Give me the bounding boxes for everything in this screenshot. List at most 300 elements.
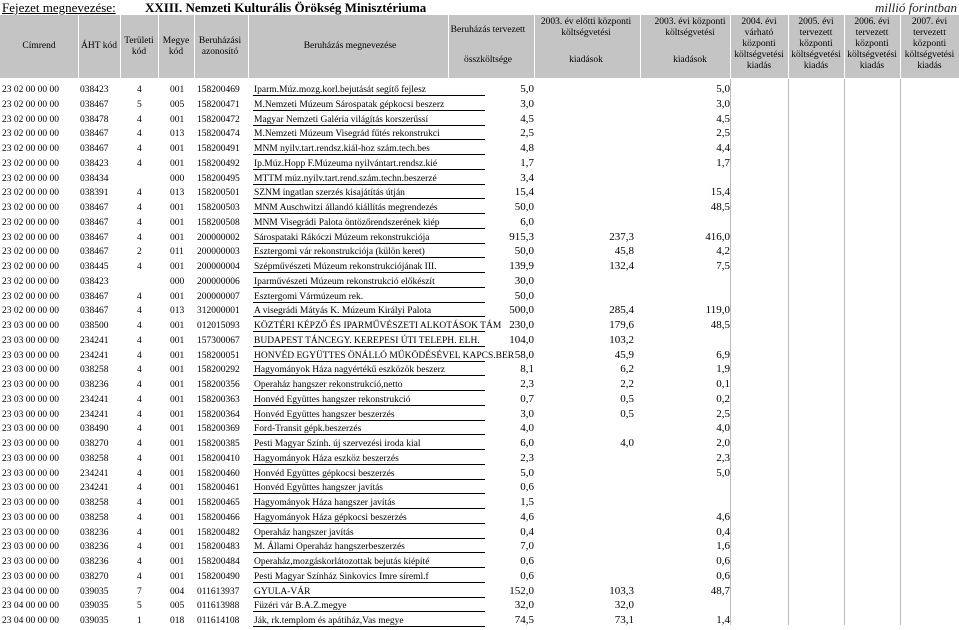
cell-osszkoltseg: 0,4: [520, 525, 534, 538]
cell-aht-kod: 038423: [80, 276, 109, 287]
cell-evi-2003: 2,3: [716, 451, 730, 464]
cell-cimrend: 23 02 00 00 00: [2, 158, 59, 169]
cell-teruleti-kod: 5: [137, 601, 142, 612]
cell-teruleti-kod: 4: [137, 158, 142, 169]
cell-elotti-2003: 45,8: [614, 245, 634, 258]
cell-beruhazas-megnevezese: Ford-Transit gépk.beszerzés: [254, 424, 362, 435]
cell-beruhazas-megnevezese: MTTM múz.nyilv.tart.rend.szám.techn.beszerzé: [254, 173, 437, 184]
cell-osszkoltseg: 0,6: [520, 569, 534, 582]
cell-aht-kod: 038236: [80, 380, 109, 390]
cell-beruhazas-megnevezese: Hagyományok Háza hangszer javítás: [254, 498, 396, 508]
cell-beruhazasi-azonosito: 158200051: [197, 350, 240, 361]
cell-aht-kod: 038467: [80, 247, 109, 258]
cell-osszkoltseg: 74,5: [514, 614, 534, 626]
cell-osszkoltseg: 8,1: [520, 363, 534, 376]
cell-megye-kod: 001: [170, 542, 185, 553]
cell-teruleti-kod: 4: [137, 483, 142, 494]
cell-cimrend: 23 02 00 00 00: [2, 144, 59, 154]
cell-beruhazas-megnevezese: SZNM ingatlan szerzés kisajátítás útján: [254, 188, 405, 199]
cell-megye-kod: 000: [170, 173, 185, 184]
cell-cimrend: 23 02 00 00 00: [2, 85, 59, 95]
cell-teruleti-kod: 4: [137, 144, 142, 154]
cell-beruhazas-megnevezese: Honvéd Együttes hangszer beszerzés: [254, 409, 395, 420]
cell-megye-kod: 001: [170, 158, 185, 169]
cell-elotti-2003: 285,4: [609, 304, 634, 317]
cell-beruhazasi-azonosito: 012015093: [197, 321, 240, 331]
table-header: [0, 15, 959, 78]
cell-evi-2003: 0,2: [716, 392, 730, 405]
cell-beruhazas-megnevezese: BUDAPEST TÁNCEGY. KEREPESI ÚTI TELEPH. ELH.: [254, 335, 480, 346]
cell-teruleti-kod: 4: [137, 512, 142, 523]
cell-beruhazasi-azonosito: 158200410: [197, 453, 240, 464]
cell-elotti-2003: 132,4: [609, 260, 634, 272]
cell-aht-kod: 039035: [80, 616, 109, 626]
cell-beruhazas-megnevezese: Operaház hangszer rekonstrukció,netto: [254, 380, 403, 390]
cell-osszkoltseg: 6,0: [520, 215, 534, 228]
cell-evi-2003: 3,0: [716, 97, 730, 110]
cell-megye-kod: 001: [170, 409, 185, 420]
cell-elotti-2003: 0,5: [620, 407, 634, 420]
cell-aht-kod: 234241: [80, 483, 109, 494]
cell-megye-kod: 013: [170, 188, 185, 199]
cell-beruhazasi-azonosito: 011613988: [197, 601, 240, 612]
cell-aht-kod: 234241: [80, 468, 109, 479]
cell-cimrend: 23 02 00 00 00: [2, 173, 59, 184]
cell-beruhazas-megnevezese: Iparművészeti Múzeum rekonstrukció előkészít: [254, 276, 435, 287]
cell-aht-kod: 234241: [80, 350, 109, 361]
cell-beruhazas-megnevezese: Honvéd Együttes hangszer javítás: [254, 483, 384, 494]
cell-evi-2003: 5,0: [716, 466, 730, 479]
cell-teruleti-kod: 4: [137, 291, 142, 302]
cell-aht-kod: 038490: [80, 424, 109, 435]
cell-elotti-2003: 2,2: [620, 378, 634, 390]
cell-aht-kod: 038467: [80, 203, 109, 213]
cell-osszkoltseg: 3,4: [520, 171, 534, 184]
cell-beruhazasi-azonosito: 158200508: [197, 217, 240, 228]
cell-osszkoltseg: 3,0: [520, 407, 534, 420]
cell-osszkoltseg: 4,0: [520, 422, 534, 435]
cell-megye-kod: 001: [170, 144, 185, 154]
cell-aht-kod: 234241: [80, 409, 109, 420]
cell-teruleti-kod: 4: [137, 424, 142, 435]
cell-megye-kod: 001: [170, 291, 185, 302]
cell-elotti-2003: 0,5: [620, 392, 634, 405]
cell-beruhazas-megnevezese: A visegrádi Mátyás K. Múzeum Királyi Palota: [254, 306, 432, 317]
cell-evi-2003: 2,0: [716, 437, 730, 449]
cell-teruleti-kod: 4: [137, 203, 142, 213]
cell-evi-2003: 2,5: [716, 127, 730, 140]
cell-megye-kod: 001: [170, 365, 185, 376]
cell-megye-kod: 001: [170, 335, 185, 346]
cell-teruleti-kod: 4: [137, 394, 142, 405]
grid-line: [788, 79, 789, 625]
cell-cimrend: 23 03 00 00 00: [2, 571, 59, 582]
cell-aht-kod: 038236: [80, 542, 109, 553]
cell-cimrend: 23 03 00 00 00: [2, 335, 59, 346]
cell-beruhazasi-azonosito: 158200461: [197, 483, 240, 494]
cell-beruhazasi-azonosito: 158200466: [197, 512, 240, 523]
cell-cimrend: 23 02 00 00 00: [2, 291, 59, 302]
cell-aht-kod: 038467: [80, 217, 109, 228]
cell-osszkoltseg: 0,6: [520, 481, 534, 494]
cell-teruleti-kod: 4: [137, 321, 142, 331]
cell-osszkoltseg: 2,5: [520, 127, 534, 140]
header-kiadasok-1: kiadások: [569, 55, 603, 65]
cell-elotti-2003: 179,6: [609, 319, 634, 331]
cell-beruhazasi-azonosito: 158200385: [197, 439, 240, 449]
cell-beruhazas-megnevezese: Pesti Magyar Szính. új szervezési iroda kial: [254, 439, 421, 449]
cell-teruleti-kod: 4: [137, 557, 142, 567]
cell-beruhazasi-azonosito: 158200491: [197, 144, 240, 154]
cell-osszkoltseg: 152,0: [509, 584, 534, 597]
cell-megye-kod: 001: [170, 483, 185, 494]
cell-evi-2003: 48,5: [710, 201, 730, 213]
cell-beruhazasi-azonosito: 158200495: [197, 173, 240, 184]
ministry-name: XXIII. Nemzeti Kulturális Örökség Minisztériuma: [145, 0, 427, 15]
cell-evi-2003: 1,4: [716, 614, 730, 626]
cell-evi-2003: 0,6: [716, 569, 730, 582]
cell-evi-2003: 416,0: [705, 230, 730, 243]
cell-elotti-2003: 103,2: [609, 333, 634, 346]
cell-beruhazas-megnevezese: Operaház,mozgáskorlátozottak bejutás kiépíté: [254, 557, 430, 567]
grid-line: [844, 79, 845, 625]
grid-line: [900, 79, 901, 625]
cell-cimrend: 23 03 00 00 00: [2, 321, 59, 331]
cell-beruhazas-megnevezese: Honvéd Együttes hangszer rekonstrukció: [254, 394, 411, 405]
header-megye-kod: Megye kód: [162, 36, 190, 57]
cell-cimrend: 23 04 00 00 00: [2, 616, 59, 626]
cell-teruleti-kod: 4: [137, 129, 142, 140]
cell-beruhazasi-azonosito: 011613937: [197, 586, 240, 597]
cell-aht-kod: 038467: [80, 144, 109, 154]
cell-megye-kod: 001: [170, 394, 185, 405]
cell-beruhazas-megnevezese: M.Nemzeti Múzeum Visegrád fűtés rekonstrukci: [254, 129, 440, 140]
header-teruleti-kod: Területi kód: [124, 36, 154, 57]
cell-osszkoltseg: 4,8: [520, 142, 534, 154]
header-beruhazasi-azonosito: Beruházási azonosító: [198, 36, 242, 57]
cell-evi-2003: 0,6: [716, 555, 730, 567]
cell-teruleti-kod: 1: [137, 616, 142, 626]
cell-osszkoltseg: 30,0: [514, 274, 534, 287]
cell-teruleti-kod: 4: [137, 468, 142, 479]
cell-beruhazasi-azonosito: 158200363: [197, 394, 240, 405]
cell-evi-2003: 7,5: [716, 260, 730, 272]
cell-teruleti-kod: 7: [137, 586, 142, 597]
table-row: [0, 610, 959, 627]
cell-megye-kod: 018: [170, 616, 185, 626]
cell-beruhazas-megnevezese: Iparm.Múz.mozg.korl.bejutását segítő fejlesz: [254, 85, 427, 95]
cell-cimrend: 23 03 00 00 00: [2, 453, 59, 464]
cell-teruleti-kod: 4: [137, 350, 142, 361]
cell-teruleti-kod: 4: [137, 365, 142, 376]
cell-beruhazasi-azonosito: 158200492: [197, 158, 240, 169]
cell-megye-kod: 001: [170, 498, 185, 508]
cell-aht-kod: 038467: [80, 306, 109, 317]
cell-beruhazas-megnevezese: M.Nemzeti Múzeum Sárospatak gépkocsi beszerz: [254, 99, 445, 110]
cell-aht-kod: 234241: [80, 394, 109, 405]
cell-osszkoltseg: 4,5: [520, 112, 534, 125]
cell-cimrend: 23 03 00 00 00: [2, 512, 59, 523]
cell-beruhazasi-azonosito: 200000004: [197, 262, 240, 272]
cell-osszkoltseg: 6,0: [520, 437, 534, 449]
cell-beruhazas-megnevezese: Hagyományok Háza eszköz beszerzés: [254, 453, 399, 464]
cell-teruleti-kod: 4: [137, 262, 142, 272]
cell-aht-kod: 038500: [80, 321, 109, 331]
cell-megye-kod: 001: [170, 453, 185, 464]
cell-teruleti-kod: 4: [137, 306, 142, 317]
cell-osszkoltseg: 230,0: [509, 319, 534, 331]
cell-evi-2003: 1,7: [716, 156, 730, 169]
cell-cimrend: 23 03 00 00 00: [2, 557, 59, 567]
cell-osszkoltseg: 4,6: [520, 510, 534, 523]
cell-beruhazas-megnevezese: Hagyományok Háza gépkocsi beszerzés: [254, 512, 407, 523]
cell-osszkoltseg: 500,0: [509, 304, 534, 317]
cell-evi-2003: 0,4: [716, 525, 730, 538]
cell-megye-kod: 001: [170, 424, 185, 435]
cell-beruhazas-megnevezese: HONVÉD EGYÜTTES ÖNÁLLÓ MŰKÖDÉSÉVEL KAPCS.BER: [254, 350, 515, 361]
cell-osszkoltseg: 915,3: [509, 230, 534, 243]
cell-aht-kod: 038423: [80, 158, 109, 169]
cell-megye-kod: 001: [170, 468, 185, 479]
cell-cimrend: 23 03 00 00 00: [2, 542, 59, 553]
cell-megye-kod: 001: [170, 85, 185, 95]
cell-beruhazasi-azonosito: 158200364: [197, 409, 240, 420]
cell-beruhazas-megnevezese: Pesti Magyar Színház Sinkovics Imre síreml.f: [254, 571, 429, 582]
cell-beruhazas-megnevezese: Ip.Múz.Hopp F.Múzeuma nyilvántart.rendsz.kié: [254, 158, 438, 169]
cell-teruleti-kod: 4: [137, 85, 142, 95]
cell-megye-kod: 005: [170, 601, 185, 612]
cell-beruhazasi-azonosito: 011614108: [197, 616, 240, 626]
cell-cimrend: 23 04 00 00 00: [2, 601, 59, 612]
cell-osszkoltseg: 5,0: [520, 83, 534, 95]
cell-megye-kod: 000: [170, 276, 185, 287]
cell-beruhazasi-azonosito: 158200369: [197, 424, 240, 435]
cell-teruleti-kod: 4: [137, 439, 142, 449]
cell-beruhazas-megnevezese: Esztergomi vár rekonstrukciója (külön keret): [254, 247, 425, 258]
cell-cimrend: 23 02 00 00 00: [2, 129, 59, 140]
cell-cimrend: 23 03 00 00 00: [2, 365, 59, 376]
header-evi-2004: 2004. évi várható központi költségvetési kiadás: [734, 17, 784, 71]
cell-teruleti-kod: 4: [137, 453, 142, 464]
cell-evi-2003: 48,5: [710, 319, 730, 331]
cell-cimrend: 23 02 00 00 00: [2, 188, 59, 199]
cell-cimrend: 23 02 00 00 00: [2, 217, 59, 228]
cell-osszkoltseg: 0,6: [520, 555, 534, 567]
cell-aht-kod: 038258: [80, 512, 109, 523]
cell-beruhazasi-azonosito: 158200490: [197, 571, 240, 582]
cell-cimrend: 23 03 00 00 00: [2, 483, 59, 494]
cell-megye-kod: 005: [170, 99, 185, 110]
cell-beruhazasi-azonosito: 157300067: [197, 335, 240, 346]
cell-osszkoltseg: 7,0: [520, 540, 534, 553]
cell-osszkoltseg: 32,0: [514, 599, 534, 612]
cell-evi-2003: 6,9: [716, 348, 730, 361]
cell-aht-kod: 038467: [80, 99, 109, 110]
cell-beruhazasi-azonosito: 158200483: [197, 542, 240, 553]
cell-megye-kod: 001: [170, 380, 185, 390]
cell-elotti-2003: 45,9: [614, 348, 634, 361]
cell-teruleti-kod: 4: [137, 380, 142, 390]
cell-beruhazas-megnevezese: MNM Visegrádi Palota öntözőrendszerének kiép: [254, 217, 440, 228]
cell-beruhazasi-azonosito: 312000001: [197, 306, 240, 317]
cell-osszkoltseg: 50,0: [514, 201, 534, 213]
cell-cimrend: 23 03 00 00 00: [2, 439, 59, 449]
chapter-label: Fejezet megnevezése:: [2, 0, 116, 15]
cell-teruleti-kod: 2: [137, 247, 142, 258]
header-aht-kod: ÁHT kód: [81, 41, 117, 51]
cell-beruhazasi-azonosito: 158200356: [197, 380, 240, 390]
cell-aht-kod: 038467: [80, 291, 109, 302]
cell-cimrend: 23 03 00 00 00: [2, 409, 59, 420]
cell-aht-kod: 038270: [80, 439, 109, 449]
cell-evi-2003: 15,4: [710, 186, 730, 199]
cell-beruhazas-megnevezese: Magyar Nemzeti Galéria világítás korszerűssí: [254, 114, 429, 125]
cell-aht-kod: 038258: [80, 498, 109, 508]
cell-beruhazas-megnevezese: KÖZTÉRI KÉPZŐ ÉS IPARMŰVÉSZETI ALKOTÁSOK TÁM: [254, 321, 502, 331]
cell-megye-kod: 001: [170, 512, 185, 523]
cell-cimrend: 23 02 00 00 00: [2, 232, 59, 243]
cell-osszkoltseg: 50,0: [514, 245, 534, 258]
cell-aht-kod: 038270: [80, 571, 109, 582]
cell-teruleti-kod: 5: [137, 99, 142, 110]
cell-evi-2003: 4,2: [716, 245, 730, 258]
cell-aht-kod: 039035: [80, 601, 109, 612]
cell-beruhazas-megnevezese: M. Állami Operaház hangszerbeszerzés: [254, 542, 405, 553]
cell-beruhazas-megnevezese: Ják, rk.templom és apátiház,Vas megye: [254, 616, 404, 626]
cell-beruhazasi-azonosito: 158200465: [197, 498, 240, 508]
cell-beruhazas-megnevezese: MNM Auschwitzi állandó kiállítás megrendezés: [254, 203, 438, 213]
cell-beruhazasi-azonosito: 158200482: [197, 527, 240, 538]
cell-beruhazas-megnevezese: MNM nyilv.tart.rendsz.kiál-hoz szám.tech.bes: [254, 144, 430, 154]
cell-megye-kod: 001: [170, 114, 185, 125]
cell-evi-2003: 4,4: [716, 142, 730, 154]
cell-beruhazasi-azonosito: 158200472: [197, 114, 240, 125]
cell-evi-2003: 1,9: [716, 363, 730, 376]
cell-beruhazasi-azonosito: 158200469: [197, 85, 240, 95]
cell-aht-kod: 039035: [80, 586, 109, 597]
cell-cimrend: 23 03 00 00 00: [2, 394, 59, 405]
header-kiadasok-2: kiadások: [673, 55, 707, 65]
cell-osszkoltseg: 139,9: [509, 260, 534, 272]
cell-megye-kod: 001: [170, 557, 185, 567]
cell-aht-kod: 038467: [80, 129, 109, 140]
cell-megye-kod: 004: [170, 586, 185, 597]
cell-teruleti-kod: 4: [137, 571, 142, 582]
cell-cimrend: 23 03 00 00 00: [2, 424, 59, 435]
cell-cimrend: 23 02 00 00 00: [2, 114, 59, 125]
cell-cimrend: 23 02 00 00 00: [2, 276, 59, 287]
cell-megye-kod: 001: [170, 571, 185, 582]
cell-cimrend: 23 02 00 00 00: [2, 262, 59, 272]
cell-beruhazasi-azonosito: 158200503: [197, 203, 240, 213]
cell-elotti-2003: 4,0: [620, 437, 634, 449]
cell-elotti-2003: 103,3: [609, 584, 634, 597]
cell-aht-kod: 038434: [80, 173, 109, 184]
cell-teruleti-kod: 4: [137, 232, 142, 243]
cell-beruhazasi-azonosito: 158200474: [197, 129, 240, 140]
cell-beruhazas-megnevezese: Esztergomi Vármúzeum rek.: [254, 291, 364, 302]
cell-beruhazasi-azonosito: 200000003: [197, 247, 240, 258]
cell-osszkoltseg: 3,0: [520, 97, 534, 110]
cell-osszkoltseg: 15,4: [514, 186, 534, 199]
cell-megye-kod: 001: [170, 527, 185, 538]
header-beruhazas-megnevezese: Beruházás megnevezése: [303, 41, 397, 51]
cell-osszkoltseg: 58,0: [514, 348, 534, 361]
currency-unit: millió forintban: [875, 0, 957, 15]
cell-evi-2003: 1,6: [716, 540, 730, 553]
cell-osszkoltseg: 1,5: [520, 496, 534, 508]
cell-megye-kod: 001: [170, 321, 185, 331]
cell-teruleti-kod: 4: [137, 217, 142, 228]
cell-aht-kod: 038391: [80, 188, 109, 199]
cell-elotti-2003: 237,3: [609, 230, 634, 243]
cell-osszkoltseg: 104,0: [509, 333, 534, 346]
header-evi-2003: 2003. évi központi költségvetési: [654, 17, 726, 38]
cell-beruhazasi-azonosito: 200000002: [197, 232, 240, 243]
cell-osszkoltseg: 50,0: [514, 289, 534, 302]
cell-osszkoltseg: 0,7: [520, 392, 534, 405]
cell-teruleti-kod: 4: [137, 114, 142, 125]
cell-cimrend: 23 03 00 00 00: [2, 380, 59, 390]
cell-evi-2003: 4,6: [716, 510, 730, 523]
cell-megye-kod: 001: [170, 203, 185, 213]
cell-beruhazas-megnevezese: Szépművészeti Múzeum rekonstrukciójának III.: [254, 262, 437, 272]
cell-beruhazasi-azonosito: 158200460: [197, 468, 240, 479]
cell-aht-kod: 038236: [80, 557, 109, 567]
cell-megye-kod: 013: [170, 306, 185, 317]
cell-beruhazas-megnevezese: Hagyományok Háza nagyértékű eszközök beszerz: [254, 365, 445, 376]
cell-beruhazasi-azonosito: 200000007: [197, 291, 240, 302]
cell-evi-2003: 48,7: [710, 584, 730, 597]
cell-aht-kod: 038258: [80, 453, 109, 464]
header-osszkoltsege: összköltsége: [463, 55, 513, 65]
cell-teruleti-kod: 4: [137, 527, 142, 538]
cell-cimrend: 23 03 00 00 00: [2, 498, 59, 508]
chapter-title: [2, 0, 427, 16]
cell-cimrend: 23 02 00 00 00: [2, 99, 59, 110]
cell-aht-kod: 038423: [80, 85, 109, 95]
cell-elotti-2003: 73,1: [614, 614, 634, 626]
header-cimrend: Címrend: [22, 41, 56, 51]
cell-cimrend: 23 02 00 00 00: [2, 247, 59, 258]
header-evi-2005: 2005. évi tervezett központi költségvetési kiadás: [791, 17, 841, 71]
cell-megye-kod: 001: [170, 350, 185, 361]
cell-elotti-2003: 32,0: [614, 599, 634, 612]
cell-beruhazas-megnevezese: Sárospataki Rákóczi Múzeum rekonstrukciója: [254, 232, 430, 243]
cell-megye-kod: 001: [170, 217, 185, 228]
header-beruhazas-tervezett: Beruházás tervezett: [450, 25, 526, 35]
cell-evi-2003: 4,0: [716, 422, 730, 435]
cell-osszkoltseg: 2,3: [520, 451, 534, 464]
cell-beruhazas-megnevezese: Operaház hangszer javítás: [254, 527, 354, 538]
cell-aht-kod: 038236: [80, 527, 109, 538]
header-elotti-2003: 2003. év előtti központi költségvetési: [540, 17, 632, 38]
cell-beruhazasi-azonosito: 200000006: [197, 276, 240, 287]
cell-cimrend: 23 04 00 00 00: [2, 586, 59, 597]
cell-evi-2003: 5,0: [716, 83, 730, 95]
cell-elotti-2003: 6,2: [620, 363, 634, 376]
cell-cimrend: 23 02 00 00 00: [2, 203, 59, 213]
cell-osszkoltseg: 5,0: [520, 466, 534, 479]
cell-aht-kod: 234241: [80, 335, 109, 346]
cell-teruleti-kod: 4: [137, 188, 142, 199]
cell-cimrend: 23 03 00 00 00: [2, 350, 59, 361]
cell-beruhazasi-azonosito: 158200484: [197, 557, 240, 567]
cell-evi-2003: 119,0: [705, 304, 730, 317]
header-evi-2006: 2006. évi tervezett központi költségvetési kiadás: [847, 17, 897, 71]
cell-evi-2003: 2,5: [716, 407, 730, 420]
cell-osszkoltseg: 1,7: [520, 156, 534, 169]
